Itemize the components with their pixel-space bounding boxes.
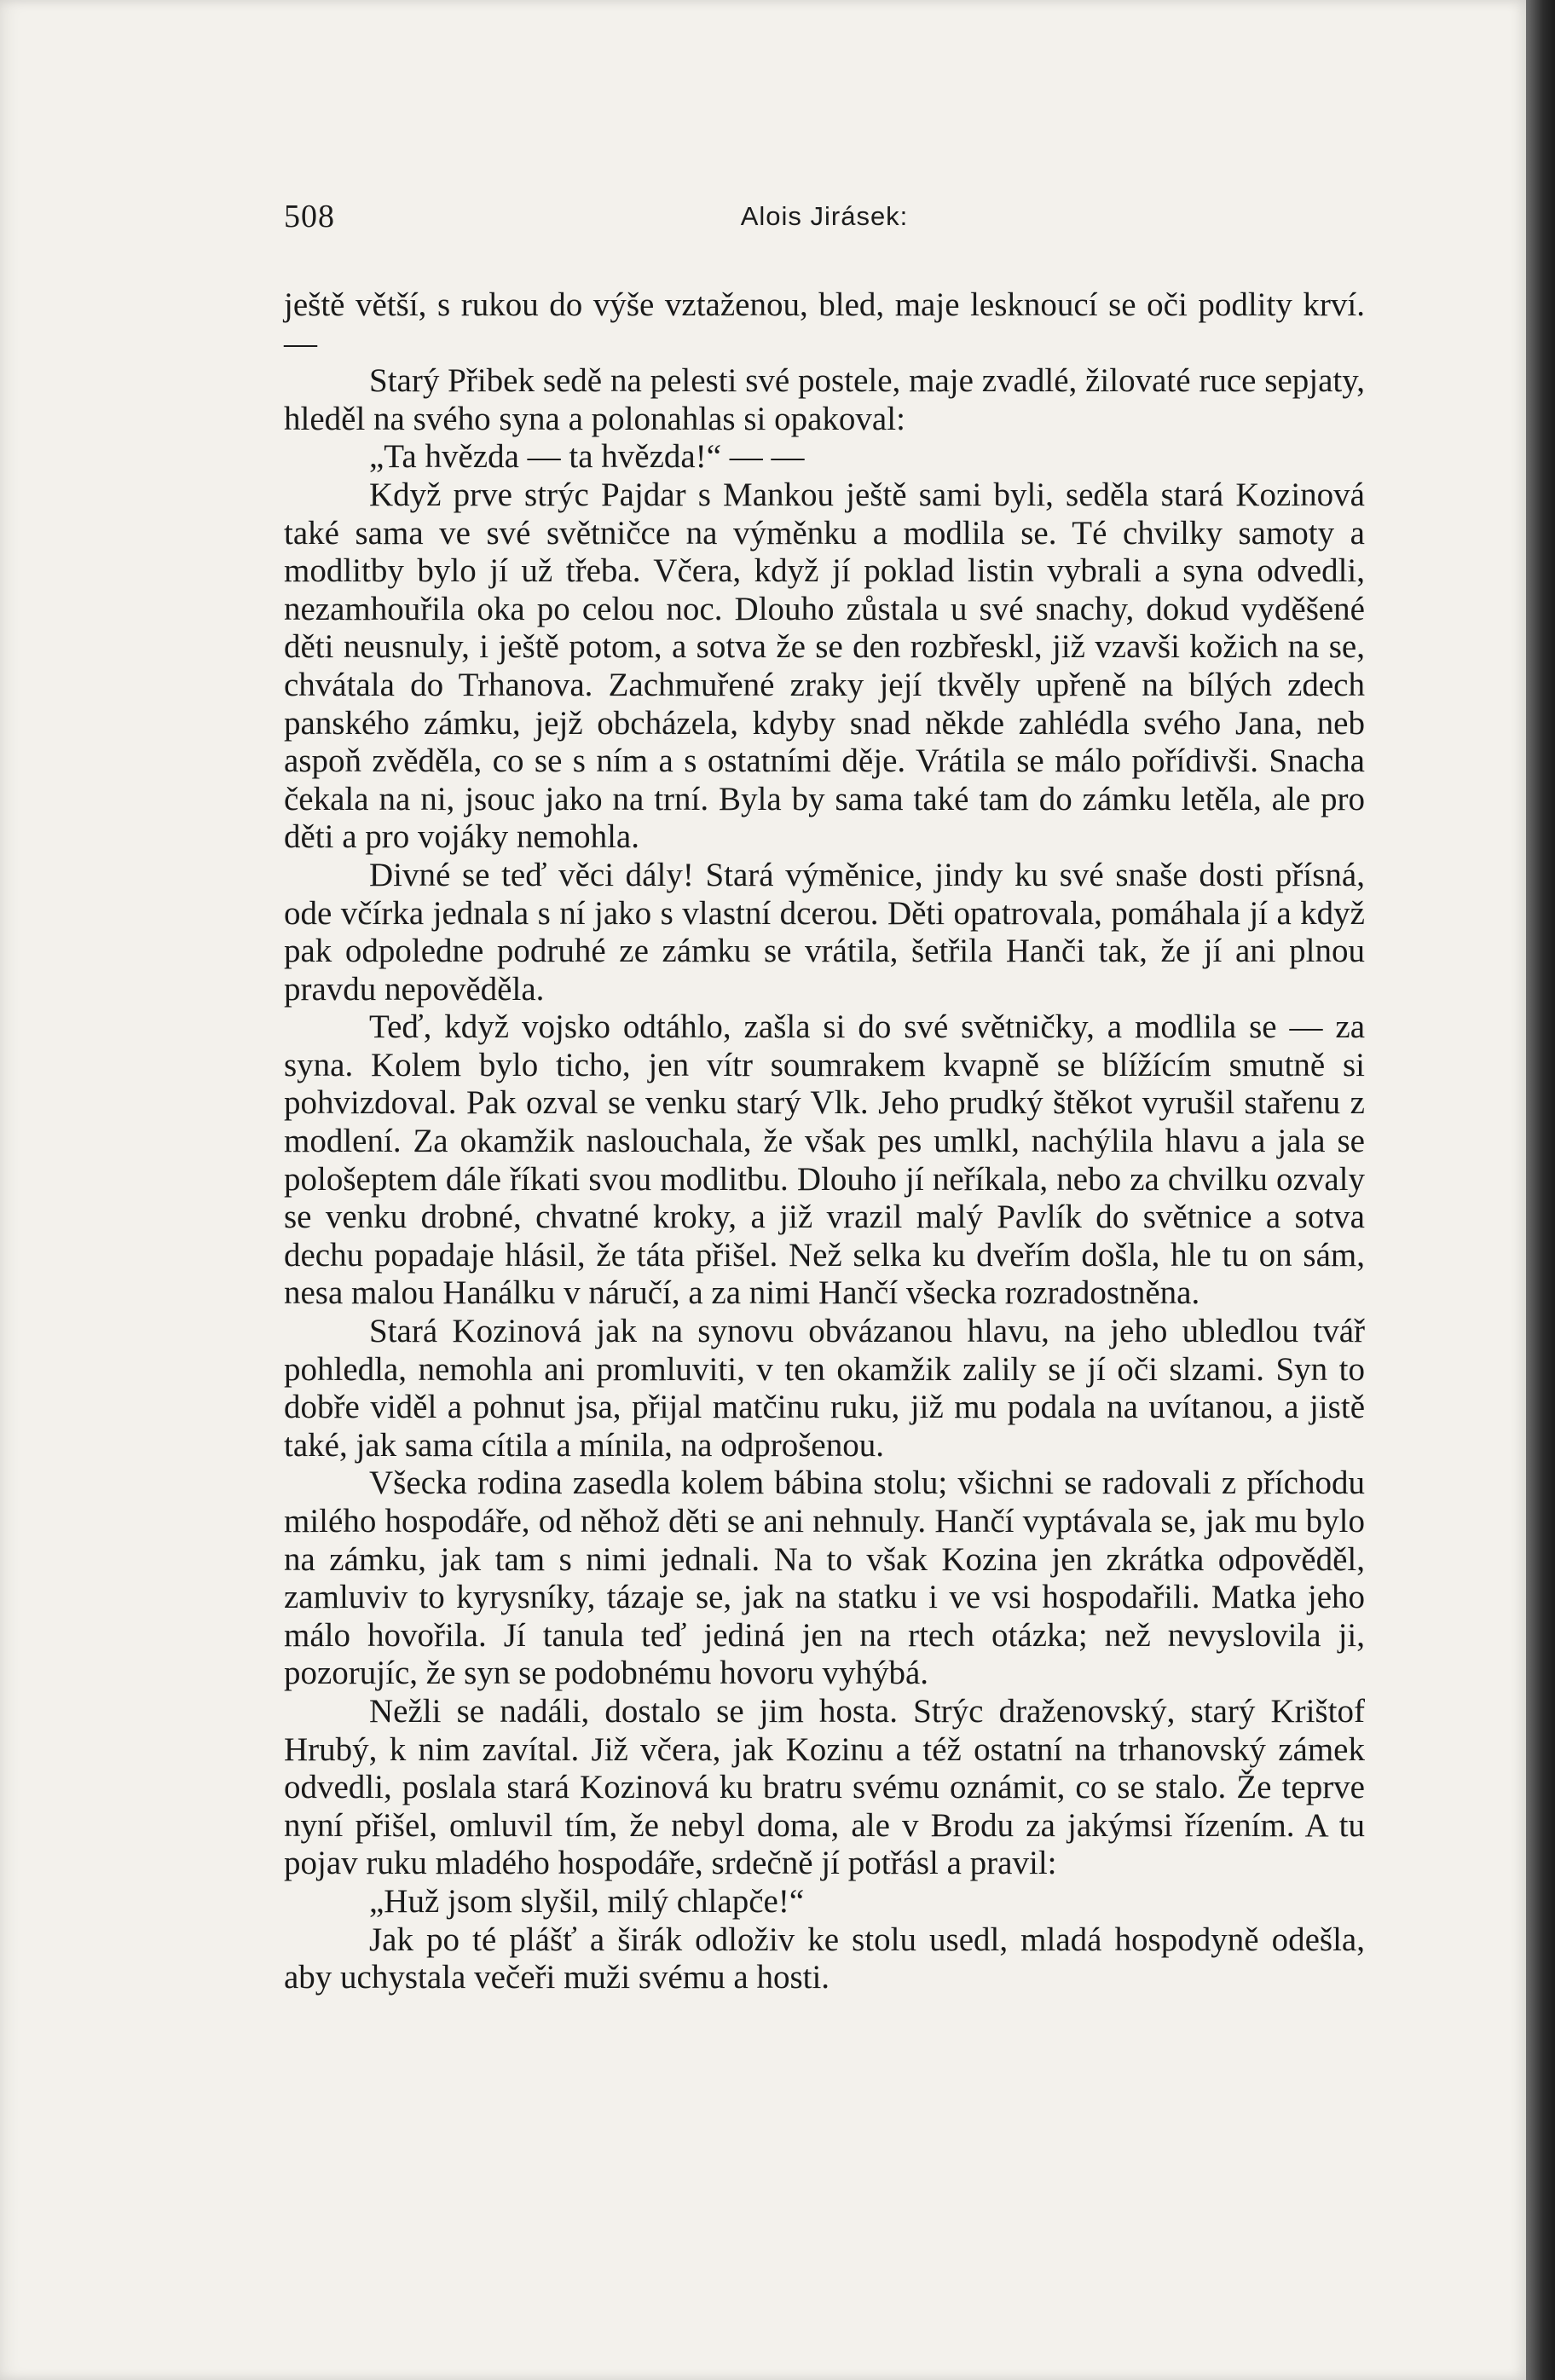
page-header (284, 198, 1365, 240)
page-edge-shadow (1526, 0, 1555, 2380)
paragraph: ještě větší, s rukou do výše vztaženou, bled, maje lesknoucí se oči podlity krví. — (284, 286, 1365, 361)
paragraph: „Huž jsom slyšil, milý chlapče!“ (369, 1882, 805, 1920)
paragraph: Stará Kozinová jak na synovu obvázanou hlavu, na jeho ubledlou tvář pohledla, nemohla ani promluviti, v ten okamžik zalily se jí oči slzami. Syn to dobře viděl a pohnut jsa, přijal matčinu ruku, již mu podala na uvítanou, a jistě také, jak sama cítila a mínila, na odprošenou. (284, 1313, 1365, 1464)
paragraph: Když prve strýc Pajdar s Mankou ještě sami byli, seděla stará Kozinová také sama ve své světničce na výměnku a modlila se. Té chvilky samoty a modlitby bylo jí už třeba. Včera, když jí poklad listin vybrali a syna odvedli, nezamhouřila oka po celou noc. Dlouho zůstala u své snachy, dokud vyděšené děti neusnuly, i ještě potom, a sotva že se den rozbřeskl, již vzavši kožich na se, chvátala do Trhanova. Zachmuřené zraky její tkvěly upřeně na bílých zdech panského zámku, jejž obcházela, kdyby snad někde zahlédla svého Jana, neb aspoň zvěděla, co se s ním a s ostatními děje. Vrátila se málo pořídivši. Snacha čekala na ni, jsouc jako na trní. Byla by sama také tam do zámku letěla, ale pro děti a pro vojáky nemohla. (284, 476, 1365, 856)
paragraph: Nežli se nadáli, dostalo se jim hosta. Strýc draženovský, starý Krištof Hrubý, k nim zavítal. Již včera, jak Kozinu a též ostatní na trhanovský zámek odvedli, poslala stará Kozinová ku bratru svému oznámit, co se stalo. Že teprve nyní přišel, omluvil tím, že nebyl doma, ale v Brodu za jakýmsi řízením. A tu pojav ruku mladého hospodáře, srdečně jí potřásl a pravil: (284, 1692, 1365, 1882)
body-text (284, 286, 1365, 1997)
paragraph: Teď, když vojsko odtáhlo, zašla si do své světničky, a modlila se — za syna. Kolem bylo ticho, jen vítr soumrakem kvapně se blížícím smutně si pohvizdoval. Pak ozval se venku starý Vlk. Jeho prudký štěkot vyrušil stařenu z modlení. Za okamžik naslouchala, že však pes umlkl, nachýlila hlavu a jala se pološeptem dále říkati svou modlitbu. Dlouho jí neříkala, nebo za chvilku ozvaly se venku drobné, chvatné kroky, a již vrazil malý Pavlík do světnice a sotva dechu popadaje hlásil, že táta přišel. Než selka ku dveřím došla, hle tu on sám, nesa malou Hanálku v náručí, a za nimi Hančí všecka rozradostněna. (284, 1008, 1365, 1312)
paragraph: Jak po té plášť a širák odloživ ke stolu usedl, mladá hospodyně odešla, aby uchystala večeři muži svému a hosti. (284, 1921, 1365, 1996)
paragraph: Divné se teď věci dály! Stará výměnice, jindy ku své snaše dosti přísná, ode včírka jednala s ní jako s vlastní dcerou. Děti opatrovala, pomáhala jí a když pak odpoledne podruhé ze zámku se vrátila, šetřila Hanči tak, že jí ani plnou pravdu nepověděla. (284, 856, 1365, 1008)
page-number: 508 (284, 199, 335, 234)
paragraph: Starý Přibek sedě na pelesti své postele, maje zvadlé, žilovaté ruce sepjaty, hleděl na svého syna a polonahlas si opakoval: (284, 362, 1365, 437)
paragraph: Všecka rodina zasedla kolem bábina stolu; všichni se radovali z příchodu milého hospodáře, od něhož děti se ani nehnuly. Hančí vyptávala se, jak mu bylo na zámku, jak tam s nimi jednali. Na to však Kozina jen zkrátka odpověděl, zamluviv to kyrysníky, tázaje se, jak na statku i ve vsi hospodařili. Matka jeho málo hovořila. Jí tanula teď jediná jen na rtech otázka; než nevyslovila ji, pozorujíc, že syn se podobnému hovoru vyhýbá. (284, 1464, 1365, 1692)
running-title: Alois Jirásek: (740, 201, 909, 231)
paragraph: „Ta hvězda — ta hvězda!“ — — (369, 438, 805, 476)
